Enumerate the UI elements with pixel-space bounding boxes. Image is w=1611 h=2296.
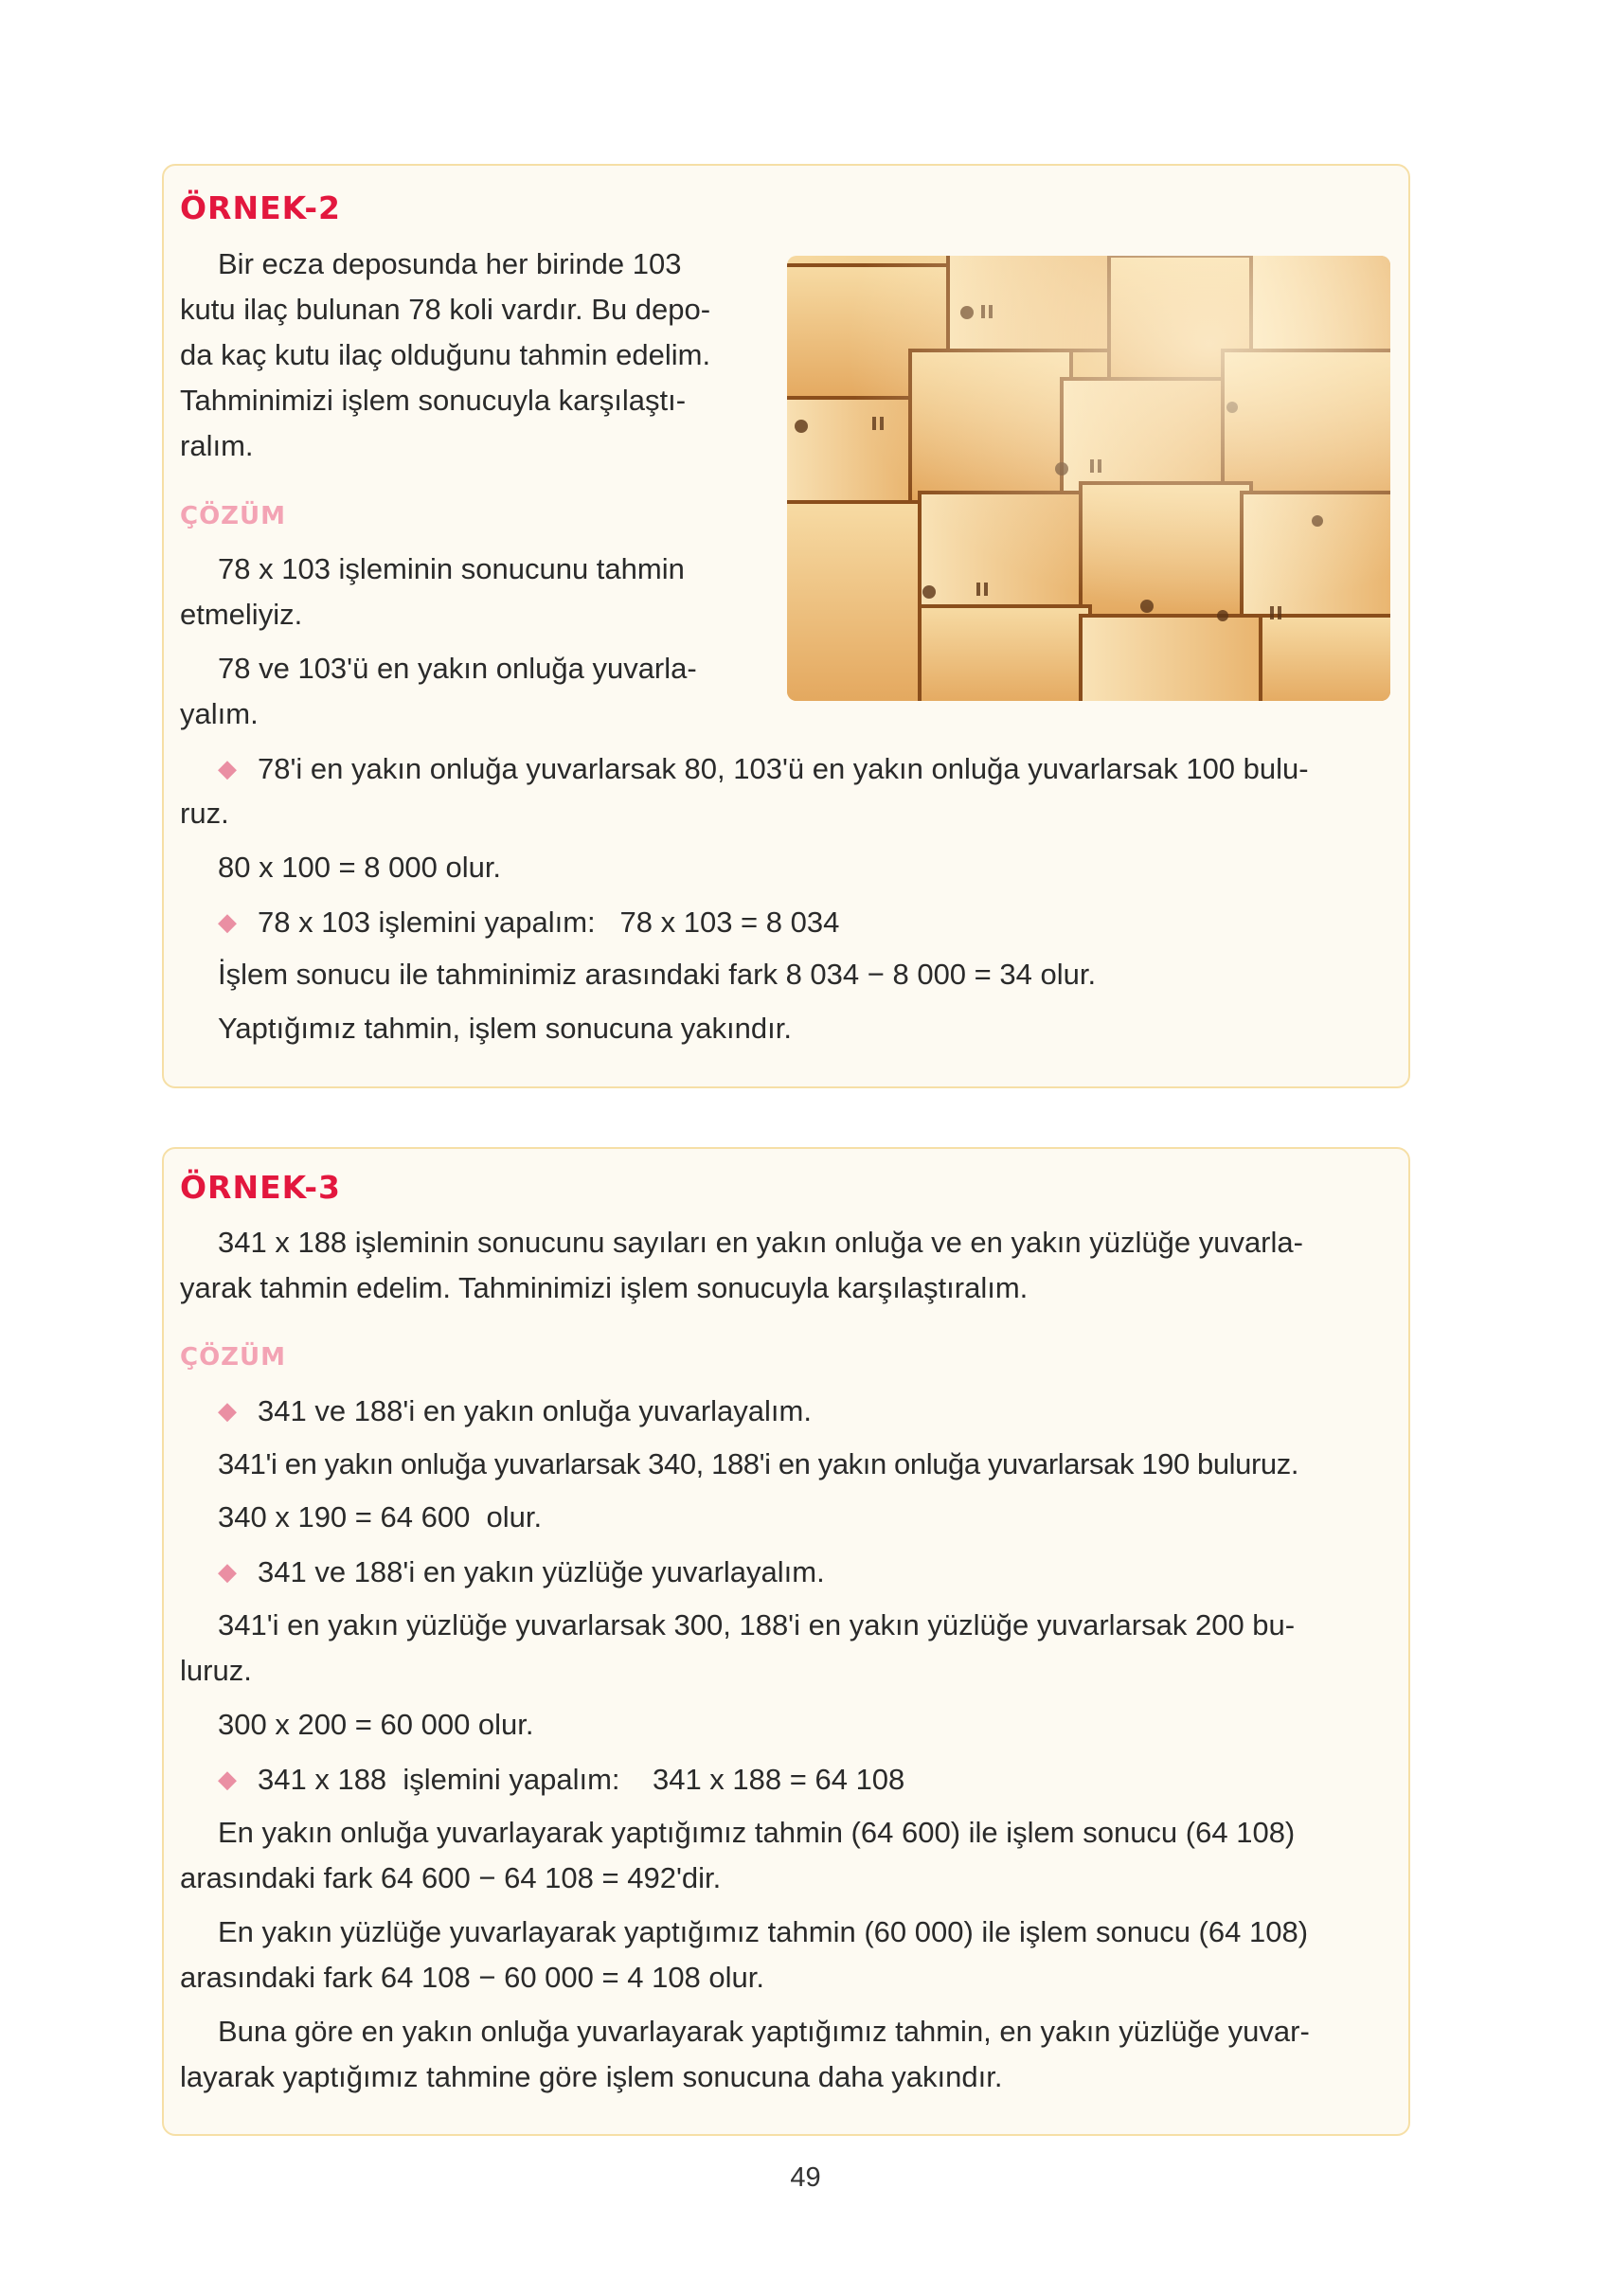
example-2-title: ÖRNEK-2 xyxy=(180,189,341,226)
example-3-problem-line-2: yarak tahmin edelim. Tahminimizi işlem sonucuyla karşılaştıralım. xyxy=(180,1271,1029,1304)
example-2-result-1: 80 x 100 = 8 000 olur. xyxy=(218,851,502,884)
example-3-tens-diff-line-1: En yakın onluğa yuvarlayarak yaptığımız tahmin (64 600) ile işlem sonucu (64 108) xyxy=(218,1816,1296,1849)
example-3-bullet-3: ◆ 341 x 188 işlemini yapalım: 341 x 188 = 64 108 xyxy=(218,1756,904,1803)
example-2-bullet-2: ◆ 78 x 103 işlemini yapalım: 78 x 103 = 8 034 xyxy=(218,899,839,945)
example-3-hundreds-line-1: 341'i en yakın yüzlüğe yuvarlarsak 300, 188'i en yakın yüzlüğe yuvarlarsak 200 bu- xyxy=(218,1608,1296,1641)
example-3-tens-result: 340 x 190 = 64 600 olur. xyxy=(218,1500,543,1534)
example-3-solution-title: ÇÖZÜM xyxy=(180,1343,287,1372)
example-2-problem-line-1: Bir ecza deposunda her birinde 103 xyxy=(218,247,682,280)
bullet-diamond-icon: ◆ xyxy=(218,1396,237,1425)
example-2-solution-line-3: 78 ve 103'ü en yakın onluğa yuvarla- xyxy=(218,652,697,685)
example-2-difference: İşlem sonucu ile tahminimiz arasındaki fark 8 034 − 8 000 = 34 olur. xyxy=(218,958,1097,991)
example-2-problem-line-3: da kaç kutu ilaç olduğunu tahmin edelim. xyxy=(180,338,711,371)
example-3-problem-line-1: 341 x 188 işleminin sonucunu sayıları en yakın onluğa ve en yakın yüzlüğe yuvarla- xyxy=(218,1226,1303,1259)
example-2-conclusion: Yaptığımız tahmin, işlem sonucuna yakındır. xyxy=(218,1012,792,1045)
example-2-solution-line-4: yalım. xyxy=(180,697,259,730)
example-2-problem-line-2: kutu ilaç bulunan 78 koli vardır. Bu depo- xyxy=(180,293,711,326)
example-3-bullet-1: ◆ 341 ve 188'i en yakın onluğa yuvarlayalım. xyxy=(218,1388,812,1434)
example-2-solution-line-1: 78 x 103 işleminin sonucunu tahmin xyxy=(218,552,685,585)
example-3-hundreds-line-2: luruz. xyxy=(180,1654,252,1687)
bullet-diamond-icon: ◆ xyxy=(218,1557,237,1586)
example-3-tens-line: 341'i en yakın onluğa yuvarlarsak 340, 188'i en yakın onluğa yuvarlarsak 190 buluruz. xyxy=(218,1447,1299,1480)
example-3-tens-diff-line-2: arasındaki fark 64 600 − 64 108 = 492'dir. xyxy=(180,1861,722,1894)
example-3-bullet-2: ◆ 341 ve 188'i en yakın yüzlüğe yuvarlayalım. xyxy=(218,1549,825,1595)
example-2-problem-line-5: ralım. xyxy=(180,429,254,462)
example-2-bullet-1-cont: ruz. xyxy=(180,797,229,830)
example-2-solution-line-2: etmeliyiz. xyxy=(180,598,303,631)
example-3-conclusion-line-1: Buna göre en yakın onluğa yuvarlayarak yaptığımız tahmin, en yakın yüzlüğe yuvar- xyxy=(218,2015,1310,2048)
example-2-solution-title: ÇÖZÜM xyxy=(180,502,287,530)
page-number: 49 xyxy=(790,2162,821,2193)
example-3-hundreds-result: 300 x 200 = 60 000 olur. xyxy=(218,1708,534,1741)
example-3-hundreds-diff-line-1: En yakın yüzlüğe yuvarlayarak yaptığımız tahmin (60 000) ile işlem sonucu (64 108) xyxy=(218,1915,1309,1948)
example-3-hundreds-diff-line-2: arasındaki fark 64 108 − 60 000 = 4 108 olur. xyxy=(180,1961,765,1994)
cardboard-boxes-photo xyxy=(787,256,1390,701)
example-3-conclusion-line-2: layarak yaptığımız tahmine göre işlem sonucuna daha yakındır. xyxy=(180,2060,1003,2093)
example-2-bullet-1: ◆ 78'i en yakın onluğa yuvarlarsak 80, 103'ü en yakın onluğa yuvarlarsak 100 bulu- xyxy=(180,745,1309,792)
example-2-problem-line-4: Tahminimizi işlem sonucuyla karşılaştı- xyxy=(180,384,687,417)
example-3-title: ÖRNEK-3 xyxy=(180,1169,341,1206)
bullet-diamond-icon: ◆ xyxy=(218,907,237,936)
bullet-diamond-icon: ◆ xyxy=(218,1765,237,1793)
bullet-diamond-icon: ◆ xyxy=(218,754,237,782)
